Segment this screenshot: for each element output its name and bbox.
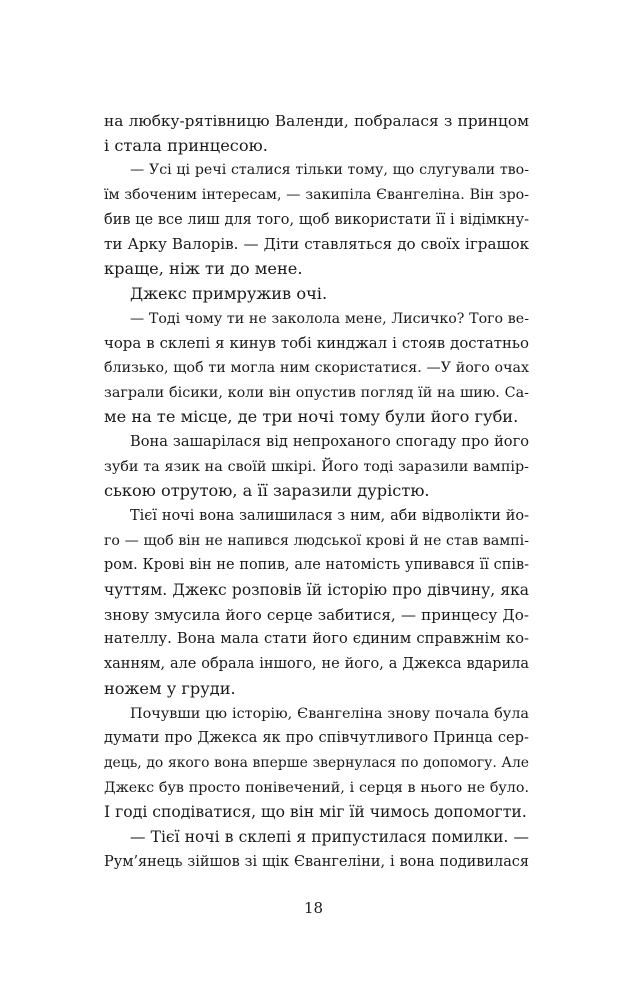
text-line: знову змусила його серце забитися, — принцесу До-: [104, 605, 529, 624]
text-line: зуби та язик на своїй шкірі. Його тоді заразили вампір-: [104, 458, 529, 475]
text-line: заграли бісики, коли він опустив погляд їй на шию. Са-: [104, 384, 529, 401]
text-line: Почувши цю історію, Євангеліна знову почала була: [130, 705, 529, 722]
text-line: Рум’янець зійшов зі щік Євангеліни, і вона подивилася: [104, 853, 529, 870]
text-line: ти Арку Валорів. — Діти ставляться до своїх іграшок: [104, 235, 529, 254]
text-line: близько, щоб ти могла ним скористатися. —У його очах: [104, 359, 529, 376]
body-text: [104, 109, 529, 874]
page-number: 18: [303, 899, 324, 917]
text-line: бив це все лиш для того, щоб використати її і відімкну-: [104, 211, 529, 228]
text-line: ською отрутою, а її заразили дурістю.: [104, 481, 430, 501]
text-line: і стала принцесою.: [104, 135, 268, 155]
text-line: на любку-рятівницю Валенди, побралася з принцом: [104, 112, 529, 130]
text-line: чуттям. Джекс розповів їй історію про дівчину, яка: [104, 581, 529, 600]
text-line: ром. Крові він не попив, але натомість упивався її спів-: [104, 557, 529, 574]
text-line: їм збоченим інтересам, — закипіла Євангеліна. Він зро-: [104, 187, 529, 204]
text-line: ножем у груди.: [104, 678, 236, 698]
text-line: Вона зашарілася від непроханого спогаду про його: [130, 432, 529, 450]
text-line: дець, до якого вона вперше звернулася по допомогу. Але: [104, 754, 529, 771]
text-line: Джекс примружив очі.: [130, 283, 328, 303]
text-line: Тієї ночі вона залишилася з ним, аби відволікти йо-: [130, 508, 529, 524]
text-line: чора в склепі я кинув тобі кинджал і стояв достатньо: [104, 334, 529, 353]
text-line: краще, ніж ти до мене.: [104, 259, 303, 279]
text-line: — Тієї ночі в склепі я припустилася помилки. —: [130, 827, 529, 846]
text-line: І годі сподіватися, що він міг їй чимось допомогти.: [104, 803, 527, 822]
text-line: — Усі ці речі сталися тільки тому, що слугували тво-: [130, 162, 529, 179]
text-line: думати про Джекса як про співчутливого Принца сер-: [104, 729, 529, 747]
text-line: ме на те місце, де три ночі тому були його губи.: [104, 407, 519, 427]
text-line: ханням, але обрала іншого, не його, а Джекса вдарила: [104, 656, 529, 673]
text-line: нателлу. Вона мала стати його єдиним справжнім ко-: [104, 630, 529, 648]
text-line: го — щоб він не напився людської крові й не став вампі-: [104, 532, 529, 549]
text-line: — Тоді чому ти не заколола мене, Лисичко? Того ве-: [130, 310, 529, 327]
text-line: Джекс був просто понівечений, і серця в нього не було.: [104, 779, 529, 796]
